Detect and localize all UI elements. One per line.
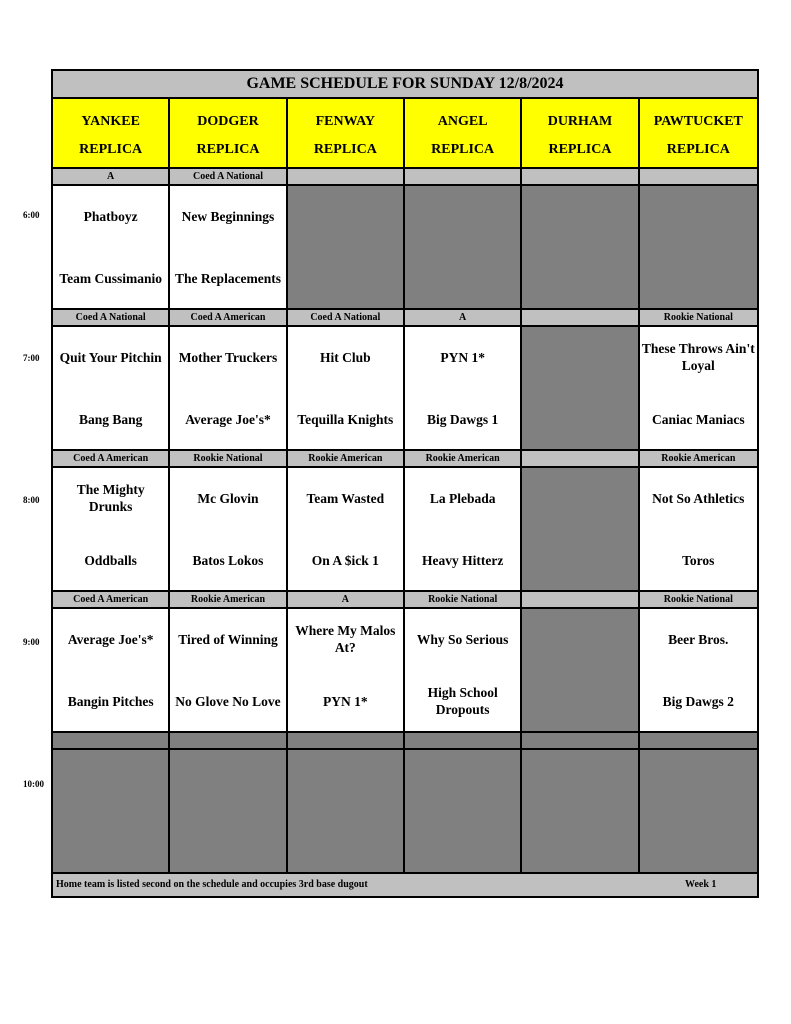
time-label: 6:00 [23, 210, 40, 220]
home-team: Bangin Pitches [67, 693, 154, 709]
away-team: New Beginnings [181, 208, 275, 224]
division-row [53, 592, 757, 609]
division-label [288, 169, 405, 186]
game-cell [288, 468, 405, 592]
game-cell [53, 327, 170, 451]
division-label [522, 169, 639, 186]
empty-cell [522, 468, 639, 592]
division-label [522, 310, 639, 327]
field-header: FENWAY REPLICA [288, 99, 405, 169]
game-cell [405, 327, 522, 451]
game-cell [288, 609, 405, 733]
game-cell [640, 327, 757, 451]
home-team: Batos Lokos [192, 552, 264, 568]
division-label: Rookie National [640, 310, 757, 327]
schedule-title: GAME SCHEDULE FOR SUNDAY 12/8/2024 [53, 71, 757, 99]
footer-note: Home team is listed second on the schedule and occupies 3rd base dugout [56, 879, 368, 890]
time-label: 10:00 [23, 779, 44, 789]
division-label: Rookie American [405, 451, 522, 468]
game-row [53, 186, 757, 310]
division-label: Rookie National [640, 592, 757, 609]
empty-cell [522, 609, 639, 733]
away-team: Beer Bros. [668, 631, 729, 647]
home-team: Toros [682, 552, 715, 568]
field-header: DODGER REPLICA [170, 99, 287, 169]
division-label: Coed A National [53, 310, 170, 327]
away-team: These Throws Ain't Loyal [641, 341, 755, 373]
home-team: Oddballs [84, 552, 137, 568]
game-cell [405, 468, 522, 592]
empty-cell [405, 186, 522, 310]
footer [53, 874, 757, 896]
field-header: DURHAM REPLICA [522, 99, 639, 169]
division-label: A [288, 592, 405, 609]
empty-cell [522, 186, 639, 310]
schedule-table [51, 69, 759, 898]
away-team: Team Wasted [306, 490, 385, 506]
division-label: Coed A American [53, 592, 170, 609]
week-label: Week 1 [685, 879, 717, 890]
division-label: A [53, 169, 170, 186]
division-label: Coed A National [170, 169, 287, 186]
division-label: Rookie American [640, 451, 757, 468]
division-label: Coed A National [288, 310, 405, 327]
time-label: 9:00 [23, 637, 40, 647]
game-row [53, 468, 757, 592]
home-team: Tequilla Knights [297, 411, 394, 427]
game-cell [288, 327, 405, 451]
game-cell [640, 468, 757, 592]
empty-cell [288, 186, 405, 310]
division-label [522, 451, 639, 468]
field-header: ANGEL REPLICA [405, 99, 522, 169]
home-team: Average Joe's* [185, 411, 271, 427]
game-cell [53, 468, 170, 592]
game-slots [53, 169, 757, 733]
home-team: Big Dawgs 2 [662, 693, 734, 709]
empty-slot-row [53, 750, 757, 874]
division-label: Rookie National [405, 592, 522, 609]
division-label: Coed A American [170, 310, 287, 327]
game-cell [640, 609, 757, 733]
division-label: Rookie National [170, 451, 287, 468]
game-row [53, 609, 757, 733]
home-team: No Glove No Love [175, 693, 281, 709]
home-team: Big Dawgs 1 [427, 411, 499, 427]
game-cell [170, 468, 287, 592]
away-team: PYN 1* [440, 349, 485, 365]
division-row [53, 310, 757, 327]
time-label: 7:00 [23, 353, 40, 363]
away-team: La Plebada [429, 490, 496, 506]
home-team: Heavy Hitterz [421, 552, 504, 568]
division-label [640, 169, 757, 186]
division-label [405, 169, 522, 186]
division-row [53, 169, 757, 186]
home-team: Caniac Maniacs [651, 411, 745, 427]
division-label: Rookie American [288, 451, 405, 468]
game-cell [170, 327, 287, 451]
home-team: High School Dropouts [427, 685, 498, 717]
field-header-row [53, 99, 757, 169]
division-row [53, 451, 757, 468]
home-team: The Replacements [174, 270, 282, 286]
home-team: Team Cussimanio [59, 270, 162, 286]
game-cell [170, 186, 287, 310]
away-team: Hit Club [320, 349, 371, 365]
away-team: Quit Your Pitchin [59, 349, 162, 365]
division-label: A [405, 310, 522, 327]
field-header: YANKEE REPLICA [53, 99, 170, 169]
time-label: 8:00 [23, 495, 40, 505]
game-cell [170, 609, 287, 733]
game-row [53, 327, 757, 451]
empty-cell [640, 186, 757, 310]
away-team: Not So Athletics [652, 490, 745, 506]
away-team: Mother Truckers [178, 349, 278, 365]
away-team: Mc Glovin [197, 490, 259, 506]
away-team: Tired of Winning [178, 631, 278, 647]
home-team: Bang Bang [78, 411, 143, 427]
spacer-row [53, 733, 757, 750]
game-cell [405, 609, 522, 733]
game-cell [53, 186, 170, 310]
home-team: PYN 1* [323, 693, 368, 709]
division-label: Coed A American [53, 451, 170, 468]
away-team: Phatboyz [83, 208, 138, 224]
division-label [522, 592, 639, 609]
home-team: On A $ick 1 [311, 552, 379, 568]
away-team: The Mighty Drunks [76, 482, 145, 514]
away-team: Average Joe's* [67, 631, 154, 647]
game-cell [53, 609, 170, 733]
field-header: PAWTUCKET REPLICA [640, 99, 757, 169]
empty-cell [522, 327, 639, 451]
division-label: Rookie American [170, 592, 287, 609]
away-team: Why So Serious [416, 631, 509, 647]
away-team: Where My Malos At? [295, 623, 396, 655]
